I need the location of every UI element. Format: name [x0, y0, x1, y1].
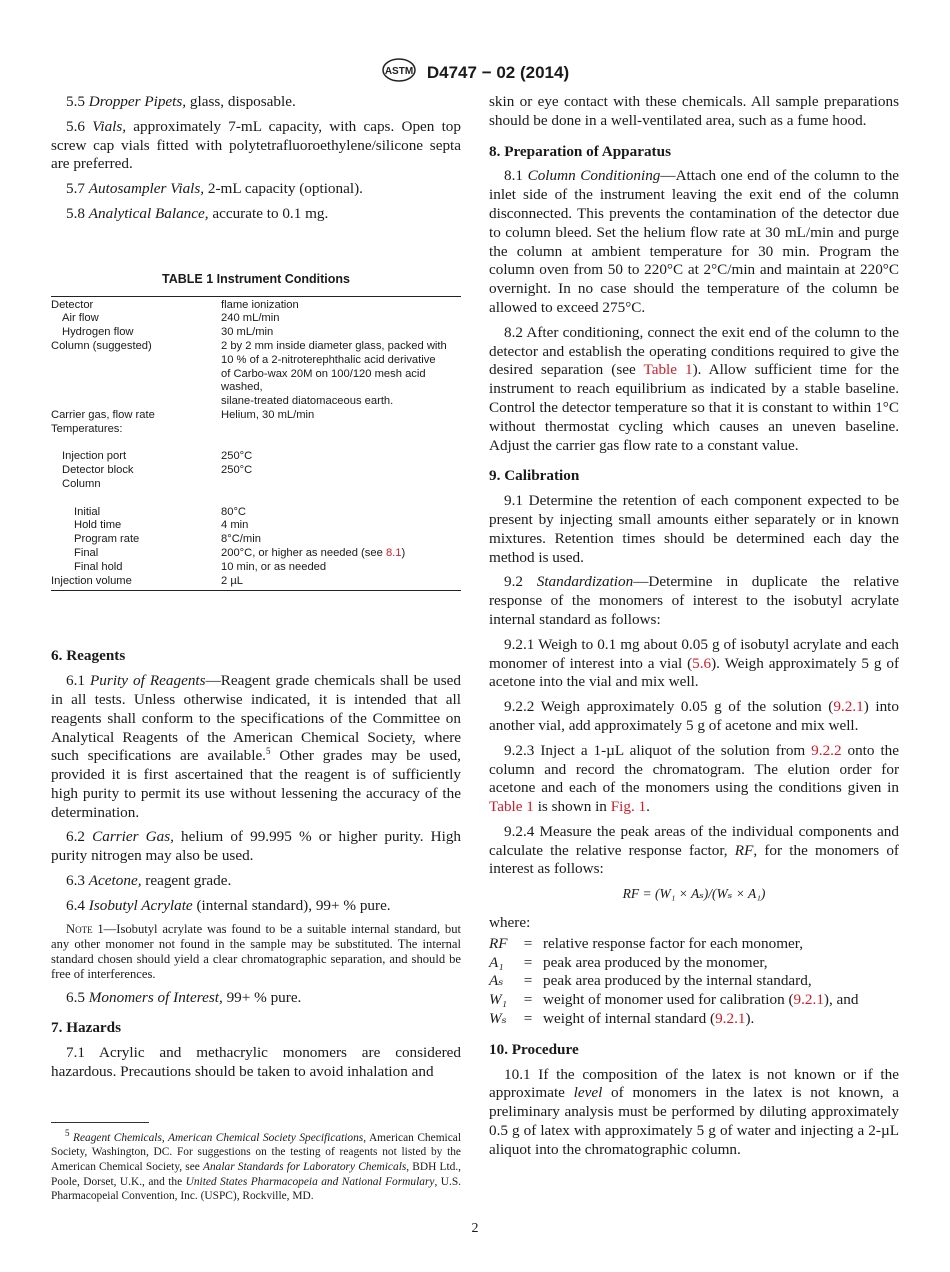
hazards-continued: skin or eye contact with these chemicals. All sample preparations should be done in a well-ventilated area, such as a fume hood.	[489, 93, 899, 129]
footnote-divider	[51, 1122, 149, 1123]
table-cell-label: Final	[74, 546, 99, 559]
table-cell-label: Carrier gas, flow rate	[51, 408, 155, 421]
rf-formula: RF = (W₁ × Aₛ)/(Wₛ × A₁)	[622, 886, 766, 902]
section-6-1: 6.1 Purity of Reagents—Reagent grade chemicals shall be used in all tests. Unless otherwise indicated, it is intended that all reagents shall conform to the specifications of the Committee on Analytical Reagents of the American Chemical Society, where such specifications are available.$^5$ Other grades may be used, provided it is first ascertained that the reagent is of sufficiently high purity to permit its use without lessening the accuracy of the determination.	[51, 672, 462, 821]
table-cell-value	[221, 423, 461, 437]
table-cell-label: Hydrogen flow	[62, 326, 134, 339]
heading-reagents: 6. Reagents	[51, 647, 126, 665]
table-cell-value: 2 by 2 mm inside diameter glass, packed with	[221, 339, 447, 352]
table-cell-value: 2 µL	[221, 574, 243, 587]
fig-1-link[interactable]: Fig. 1	[610, 798, 647, 816]
section-9-2-1: 9.2.1 Weigh to 0.1 mg about 0.05 g of isobutyl acrylate and each monomer of interest into a vial (5.6). Weigh approximately 5 g of acetone into the vial and mix well.	[489, 635, 900, 691]
table-cell-label	[51, 437, 221, 451]
table-row	[51, 575, 461, 591]
astm-logo-icon	[381, 58, 417, 87]
ref-9-2-1-link[interactable]: 9.2.1	[715, 1010, 746, 1028]
table-row	[51, 340, 461, 354]
table-row	[51, 450, 461, 464]
table-cell-label: Injection volume	[51, 574, 132, 587]
table-cell-value: 10 % of a 2-nitroterephthalic acid derivative	[221, 353, 436, 366]
table-row	[51, 312, 461, 326]
table-row	[51, 492, 461, 506]
table-cell-value: 4 min	[221, 519, 249, 532]
document-id: D4747 − 02 (2014)	[426, 62, 570, 82]
section-6-3: 6.3 Acetone, reagent grade.	[66, 872, 232, 890]
table-cell-label	[51, 395, 221, 409]
ref-5-6-link[interactable]: 5.6	[692, 654, 712, 672]
table-row	[51, 296, 461, 312]
table-cell-label: Detector block	[62, 464, 134, 477]
table-cell-value: 8°C/min	[221, 533, 261, 546]
table-row	[51, 519, 461, 533]
table-cell-value: flame ionization	[221, 298, 299, 311]
section-8-2: 8.2 After conditioning, connect the exit end of the column to the detector and establish the operating conditions required to give the desired separation (see Table 1). Allow sufficient time for the instrument to reach equilibrium as indicated by a stable baseline. Control the detector temperature so that it is constant to within 1°C without thermostat cycling which causes an uneven baseline. Adjust the carrier gas flow rate to a constant value.	[489, 323, 899, 454]
where-label: where:	[489, 914, 531, 932]
heading-preparation: 8. Preparation of Apparatus	[489, 142, 671, 160]
table-cell-label: Temperatures:	[51, 422, 123, 435]
section-8-1: 8.1 Column Conditioning—Attach one end of the column to the inlet side of the instrument leaving the exit end of the column disconnected. This prevents the contamination of the detector due to column bleed. Set the helium flow rate at 30 mL/min and purge the column at ambient temperature for 30 min. Program the column oven from 50 to 220°C at 2°C/min and maintain at 220°C overnight. In no case should the temperature of the column be allowed to exceed 275°C.	[489, 167, 900, 316]
table-row	[51, 464, 461, 478]
table-cell-value: silane-treated diatomaceous earth.	[221, 395, 394, 408]
table-cell-value	[221, 437, 461, 451]
table-row	[51, 423, 461, 437]
definition-item: W₁ = weight of monomer used for calibration (9.2.1), and	[489, 991, 859, 1009]
table-1-link[interactable]: Table 1	[489, 798, 534, 816]
section-7-1: 7.1 Acrylic and methacrylic monomers are considered hazardous. Precautions should be taken to avoid inhalation and	[51, 1044, 461, 1081]
table-cell-label: Air flow	[62, 312, 99, 325]
table-cell-label	[51, 492, 221, 506]
instrument-conditions-table	[51, 296, 461, 592]
table-cell-value	[221, 492, 461, 506]
footnote-5: $^5$ Reagent Chemicals, American Chemical Society Specifications, American Chemical Society, Washington, DC. For suggestions on the testing of reagents not listed by the American Chemical Society, see Analar Standards for Laboratory Chemicals, BDH Ltd., Poole, Dorset, U.K., and the United States Pharmacopeia and National Formulary, U.S. Pharmacopeial Convention, Inc. (USPC), Rockville, MD.	[51, 1128, 462, 1203]
table-row	[51, 561, 461, 575]
ref-9-2-2-link[interactable]: 9.2.2	[811, 741, 842, 759]
table-cell-label: Initial	[74, 505, 101, 518]
section-9-2-4: 9.2.4 Measure the peak areas of the individual components and calculate the relative response factor, RF, for the monomers of interest as follows:	[489, 822, 899, 878]
table-cell-label: Injection port	[62, 450, 127, 463]
heading-hazards: 7. Hazards	[51, 1019, 122, 1037]
definition-item: Wₛ = weight of internal standard (9.2.1).	[489, 1010, 755, 1028]
page-number: 2	[471, 1221, 479, 1236]
table-cell-value: of Carbo-wax 20M on 100/120 mesh acid washed,	[221, 367, 426, 394]
section-5-8: 5.8 Analytical Balance, accurate to 0.1 mg.	[66, 204, 329, 222]
table-row	[51, 326, 461, 340]
section-10-1: 10.1 If the composition of the latex is not known or if the approximate level of monomers in the latex is not known, a preliminary analysis must be performed by diluting approximately 0.5 g of latex with approximately 5 g of water and injecting a 2-µL aliquot into the chromatographic column.	[489, 1065, 899, 1158]
table-cell-label: Hold time	[74, 519, 122, 532]
table-cell-value: 250°C	[221, 450, 253, 463]
table-row	[51, 395, 461, 409]
section-9-2: 9.2 Standardization—Determine in duplicate the relative response of the monomers of interest to the isobutyl acrylate internal standard as follows:	[489, 573, 899, 628]
table-cell-value: 80°C	[221, 505, 246, 518]
definition-item: Aₛ = peak area produced by the internal standard,	[489, 972, 812, 990]
heading-calibration: 9. Calibration	[489, 467, 580, 485]
table-row	[51, 547, 461, 561]
table-cell-value: Helium, 30 mL/min	[221, 408, 315, 421]
table-1-title: TABLE 1 Instrument Conditions	[162, 271, 350, 286]
section-6-2: 6.2 Carrier Gas, helium of 99.995 % or higher purity. High purity nitrogen may also be used.	[51, 828, 462, 865]
table-cell-label: Column	[62, 477, 101, 490]
section-9-2-2: 9.2.2 Weigh approximately 0.05 g of the solution (9.2.1) into another vial, add approximately 5 g of acetone and mix well.	[489, 698, 899, 734]
table-cell-label	[51, 354, 221, 368]
ref-9-2-1-link[interactable]: 9.2.1	[833, 698, 864, 716]
table-row	[51, 409, 461, 423]
section-5-6: 5.6 Vials, approximately 7-mL capacity, with caps. Open top screw cap vials fitted with polytetrafluoroethylene/silicone septa are preferred.	[51, 117, 461, 173]
table-row	[51, 437, 461, 451]
ref-8-1-link[interactable]: 8.1	[385, 546, 402, 559]
table-cell-label: Final hold	[74, 560, 123, 573]
table-cell-label: Column (suggested)	[51, 339, 152, 352]
section-5-5: 5.5 Dropper Pipets, glass, disposable.	[66, 93, 296, 110]
table-1-link[interactable]: Table 1	[643, 361, 693, 379]
note-1: Note 1—Isobutyl acrylate was found to be a suitable internal standard, but any other monomer not found in the sample may be substituted. The internal standard chosen should yield a clear chromatographic separation, and should be free of interferences.	[51, 921, 461, 981]
table-row	[51, 368, 461, 396]
section-6-5: 6.5 Monomers of Interest, 99+ % pure.	[66, 988, 302, 1006]
heading-procedure: 10. Procedure	[489, 1040, 579, 1058]
table-cell-label: Program rate	[74, 533, 140, 546]
definition-item: RF = relative response factor for each monomer,	[489, 934, 803, 952]
definition-item: A₁ = peak area produced by the monomer,	[489, 953, 768, 971]
table-cell-value: 30 mL/min	[221, 326, 274, 339]
section-9-2-3: 9.2.3 Inject a 1-µL aliquot of the solution from 9.2.2 onto the column and record the chromatogram. The elution order for acetone and each of the monomers using the conditions given in Table 1 is shown in Fig. 1.	[489, 741, 899, 816]
table-cell-value: 250°C	[221, 464, 253, 477]
footnote-ref[interactable]: 5	[265, 746, 271, 757]
table-row	[51, 478, 461, 492]
table-row	[51, 506, 461, 520]
table-cell-value: 200°C, or higher as needed (see 8.1)	[221, 546, 406, 559]
svg-text:ASTM: ASTM	[384, 66, 414, 77]
formula-definitions	[489, 935, 899, 1029]
right-column	[489, 93, 899, 1166]
section-5-7: 5.7 Autosampler Vials, 2-mL capacity (optional).	[66, 180, 363, 198]
page-header	[0, 58, 950, 87]
section-6-4: 6.4 Isobutyl Acrylate (internal standard), 99+ % pure.	[66, 896, 391, 914]
left-column	[51, 93, 461, 1210]
table-row	[51, 533, 461, 547]
table-cell-label: Detector	[51, 298, 94, 311]
table-cell-value: 240 mL/min	[221, 312, 280, 325]
section-9-1: 9.1 Determine the retention of each component expected to be present by injecting small amounts either separately or in known mixtures. Retention times should be determined each day the method is used.	[489, 492, 899, 566]
ref-9-2-1-link[interactable]: 9.2.1	[793, 991, 824, 1009]
table-cell-label	[51, 368, 221, 396]
table-row	[51, 354, 461, 368]
table-cell-value	[221, 478, 461, 492]
table-cell-value: 10 min, or as needed	[221, 560, 327, 573]
